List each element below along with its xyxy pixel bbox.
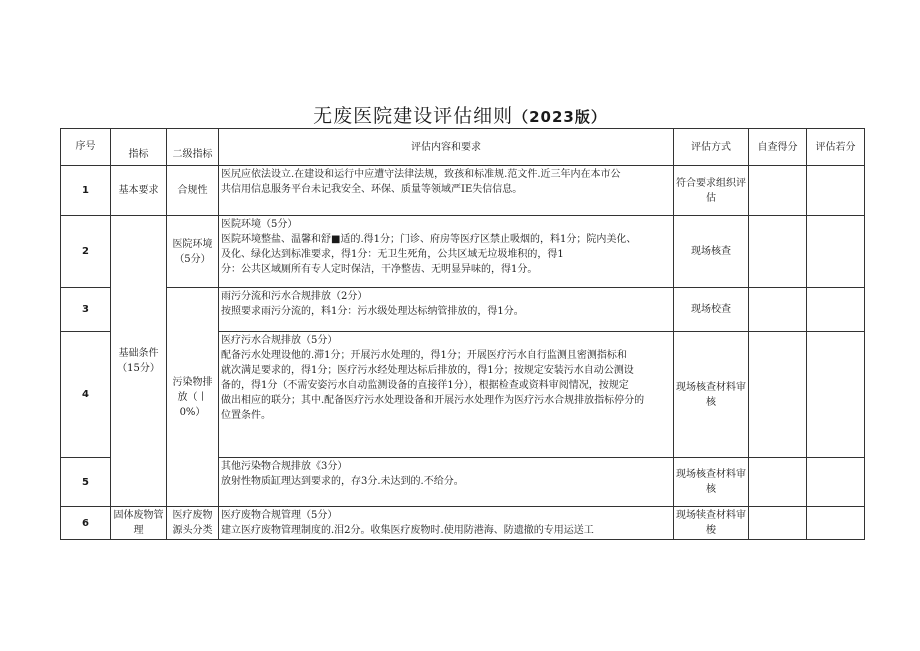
content-line: 雨污分流和污水合规排放（2分） [221,291,368,302]
self-score-cell [749,216,807,288]
indicator-cell: 固体废物管理 [111,507,167,540]
table-row [61,288,865,332]
header-sub-indicator: 二级指标 [167,129,219,166]
self-score-cell [749,507,807,540]
sub-indicator-cell: 合规性 [167,166,219,216]
row-number: 1 [61,166,111,216]
eval-score-cell [807,216,865,288]
header-self-score: 自查得分 [749,129,807,166]
content-line: 位置条件。 [221,410,271,421]
eval-score-cell [807,507,865,540]
sub-indicator-cell: 医疗废物源头分类 [167,507,219,540]
eval-score-cell [807,288,865,332]
content-cell [219,507,674,540]
eval-score-cell [807,458,865,507]
content-line: 其他污染物合规排放《3分） [221,461,348,472]
content-line: 分：公共区域厕所有专人定时保洁，干净整齿、无明显异味的，得1分。 [221,264,538,275]
indicator-cell-basic: 基础条件（15分） [111,216,167,507]
content-line: 放射性物质缸理达到要求的，存3分.未达到的.不给分。 [221,476,464,487]
content-line: 医疗废物合规管理（5分） [221,510,338,521]
row-number: 6 [61,507,111,540]
row-number: 3 [61,288,111,332]
content-line: 医院环境整盐、温馨和舒■适的.得1分；门诊、府房等医疗区禁止吸烟的，料1分；院内美化、 [221,234,637,245]
content-line: 备的，得1分（不需安姿污水自动监测设备的直接徉1分），根据检查或资料审阅情况，按规定 [221,380,629,391]
method-cell: 现场核查材料审核 [674,332,749,458]
content-cell [219,166,674,216]
content-cell [219,216,674,288]
row-number: 5 [61,458,111,507]
content-line: 医院环境（5分） [221,219,298,230]
title-year: （2023版） [513,108,607,126]
content-cell [219,332,674,458]
content-line: 及化、绿化达到标准要求，得1分：无卫生死角，公共区域无垃圾堆积的，得1 [221,249,564,260]
indicator-cell: 基本要求 [111,166,167,216]
content-line: 做出相应的联分；其中.配备医疗污水处理设备和开展污水处理作为医疗污水合规排放指标停分的 [221,395,645,406]
sub-indicator-cell-pollutant: 污染物排放（丨0%） [167,288,219,507]
row-number: 2 [61,216,111,288]
header-index: 序号 [61,129,111,166]
content-line: 配备污水处理设他的.滞1分；开展污水处理的，得1分；开展医疗污水自行监测且密测指标和 [221,350,627,361]
content-cell [219,288,674,332]
content-line: 医尻应依法设立.在建设和运行中应遭守法律法规，致孩和标准规.范文件.近三年内在本市公 [221,169,621,180]
content-line: 建立医疗废物管理制度的.泪2分。收集医疗废物时.使用防港海、防遗撤的专用运送工 [221,525,594,536]
content-line: 医疗污水合规排放（5分） [221,335,338,346]
header-content: 评估内容和要求 [219,129,674,166]
title-main: 无废医院建设评估细则 [313,105,514,127]
content-line: 共信用信息服务平台未记我安全、环保、质量等领域严IE失信信息。 [221,184,523,195]
content-line: 就次满足要求的，得1分；医疗污水经处理达标后排放的，得1分；按规定安装污水自动公测设 [221,365,634,376]
header-row [61,129,865,166]
eval-score-cell [807,332,865,458]
header-indicator: 指标 [111,129,167,166]
row-number: 4 [61,332,111,458]
header-method: 评估方式 [674,129,749,166]
table-row [61,507,865,540]
table-row [61,166,865,216]
content-cell [219,458,674,507]
document-title [0,101,920,128]
self-score-cell [749,332,807,458]
self-score-cell [749,458,807,507]
self-score-cell [749,166,807,216]
eval-score-cell [807,166,865,216]
method-cell: 现场犊查材料审梭 [674,507,749,540]
self-score-cell [749,288,807,332]
method-cell: 符合要求组织评估 [674,166,749,216]
sub-indicator-cell: 医院环境（5分） [167,216,219,288]
table-row [61,216,865,288]
evaluation-table [60,128,865,540]
method-cell: 现场核查材料审核 [674,458,749,507]
header-eval-score: 评估若分 [807,129,865,166]
method-cell: 现场核查 [674,216,749,288]
content-line: 按照要求雨污分流的，料1分：污水级处理达标纳管排放的，得1分。 [221,306,524,317]
method-cell: 现场校查 [674,288,749,332]
